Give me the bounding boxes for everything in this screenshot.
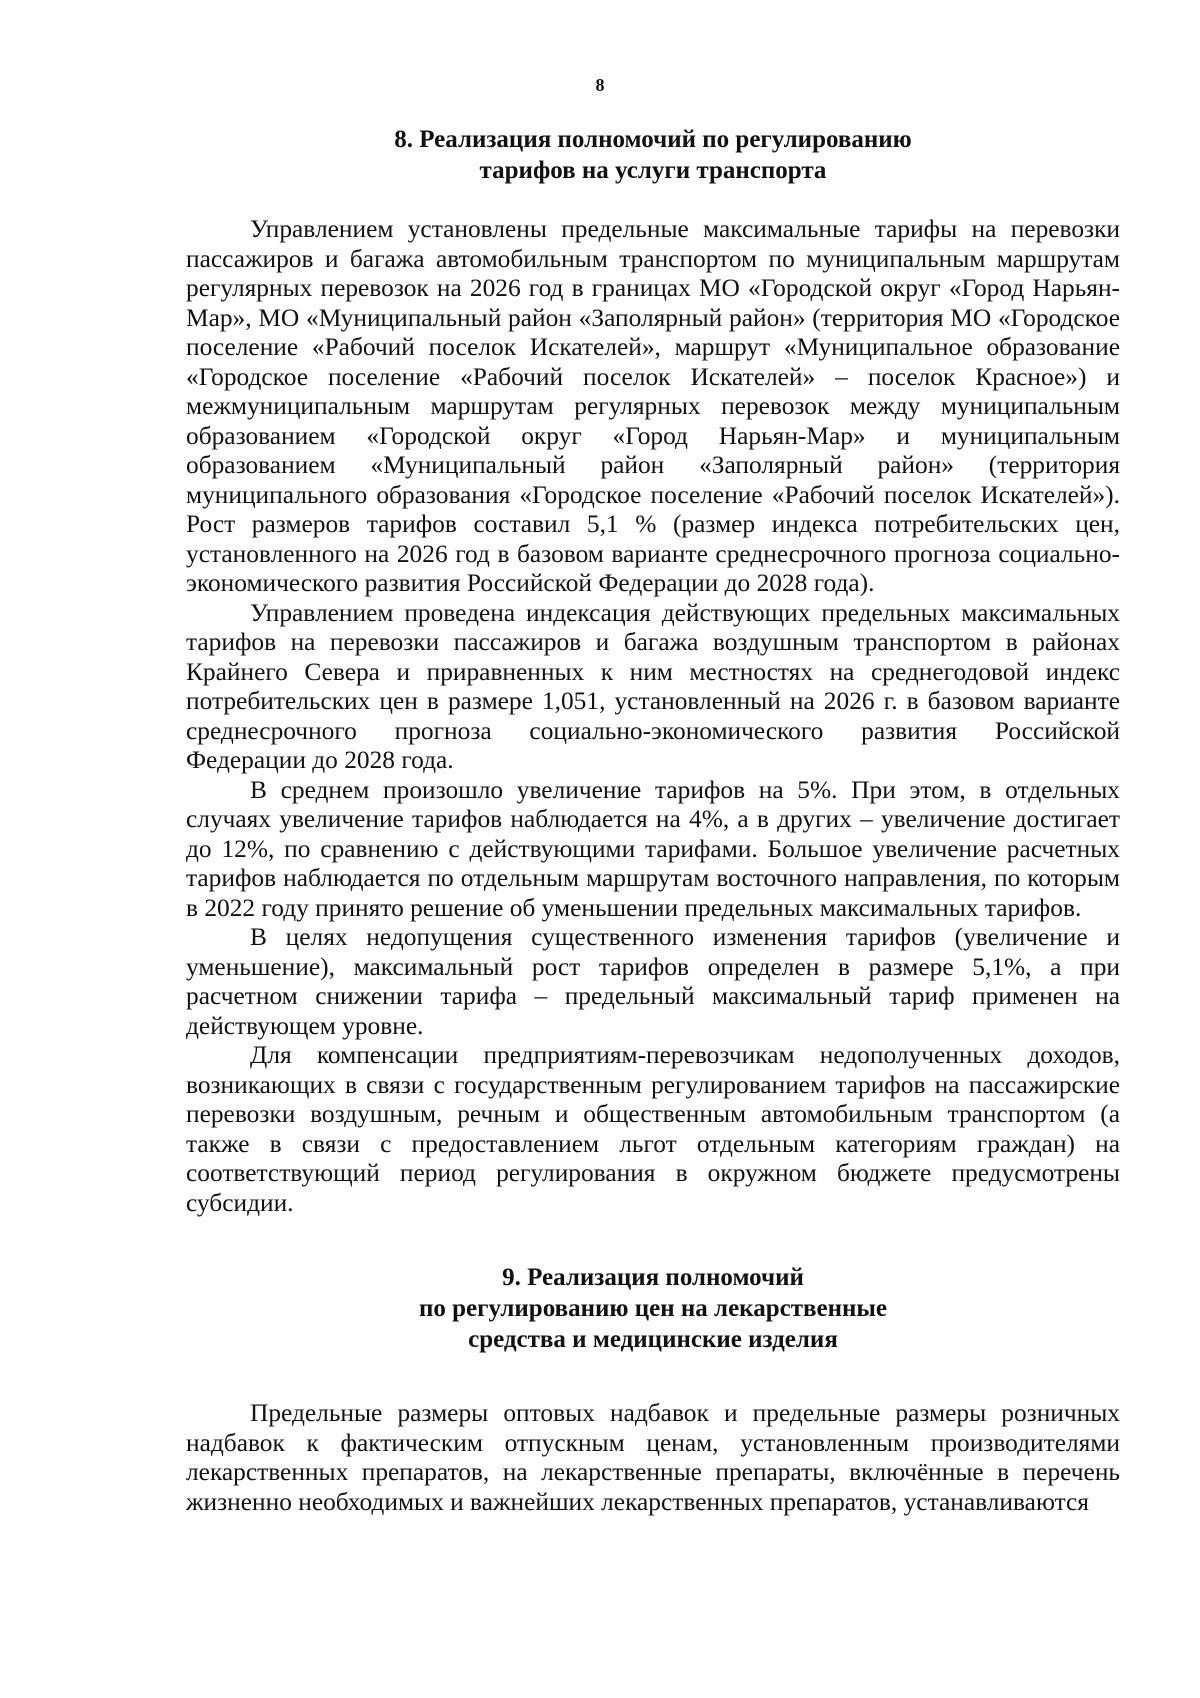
section-8-paragraph-5: Для компенсации предприятиям-перевозчикам недополученных доходов, возникающих в связи с государственным регулированием тарифов на пассажирские перевозки воздушным, речным и общественным автомобильным транспортом (а также в связи с предоставлением льгот отдельным категориям граждан) на соответствующий период регулирования в окружном бюджете предусмотрены субсидии. [186, 1041, 1120, 1217]
section-8-paragraph-4: В целях недопущения существенного изменения тарифов (увеличение и уменьшение), максимальный рост тарифов определен в размере 5,1%, а при расчетном снижении тарифа – предельный максимальный тариф применен на действующем уровне. [186, 923, 1120, 1040]
document-body [186, 124, 1120, 1517]
section-8-paragraph-2: Управлением проведена индексация действующих предельных максимальных тарифов на перевозки пассажиров и багажа воздушным транспортом в районах Крайнего Севера и приравненных к ним местностях на среднегодовой индекс потребительских цен в размере 1,051, установленный на 2026 г. в базовом варианте среднесрочного прогноза социально-экономического развития Российской Федерации до 2028 года. [186, 598, 1120, 774]
page-number: 8 [595, 75, 605, 95]
section-8-title [186, 124, 1120, 186]
section-8-title-line-1: 8. Реализация полномочий по регулированию [394, 126, 912, 153]
section-8-paragraph-3: В среднем произошло увеличение тарифов на 5%. При этом, в отдельных случаях увеличение тарифов наблюдается на 4%, а в других – увеличение достигает до 12%, по сравнению с действующими тарифами. Большое увеличение расчетных тарифов наблюдается по отдельным маршрутам восточного направления, по которым в 2022 году принято решение об уменьшении предельных максимальных тарифов. [186, 775, 1120, 922]
section-9-title [186, 1262, 1120, 1355]
section-9-title-line-2: по регулированию цен на лекарственные [418, 1295, 888, 1322]
section-9-paragraph-1: Предельные размеры оптовых надбавок и предельные размеры розничных надбавок к фактическим отпускным ценам, установленным производителями лекарственных препаратов, на лекарственные препараты, включённые в перечень жизненно необходимых и важнейших лекарственных препаратов, устанавливаются [186, 1399, 1120, 1516]
section-8-paragraph-1: Управлением установлены предельные максимальные тарифы на перевозки пассажиров и багажа автомобильным транспортом по муниципальным маршрутам регулярных перевозок на 2026 год в границах МО «Городской округ «Город Нарьян-Мар», МО «Муниципальный район «Заполярный район» (территория МО «Городское поселение «Рабочий поселок Искателей», маршрут «Муниципальное образование «Городское поселение «Рабочий поселок Искателей» – поселок Красное») и межмуниципальным маршрутам регулярных перевозок между муниципальным образованием «Городской округ «Город Нарьян-Мар» и муниципальным образованием «Муниципальный район «Заполярный район» (территория муниципального образования «Городское поселение «Рабочий поселок Искателей»). Рост размеров тарифов составил 5,1 % (размер индекса потребительских цен, установленного на 2026 год в базовом варианте среднесрочного прогноза социально-экономического развития Российской Федерации до 2028 года). [186, 215, 1120, 597]
section-9-title-line-1: 9. Реализация полномочий [502, 1264, 804, 1291]
section-9-title-line-3: средства и медицинские изделия [468, 1326, 838, 1353]
section-8-title-line-2: тарифов на услуги транспорта [479, 157, 827, 184]
